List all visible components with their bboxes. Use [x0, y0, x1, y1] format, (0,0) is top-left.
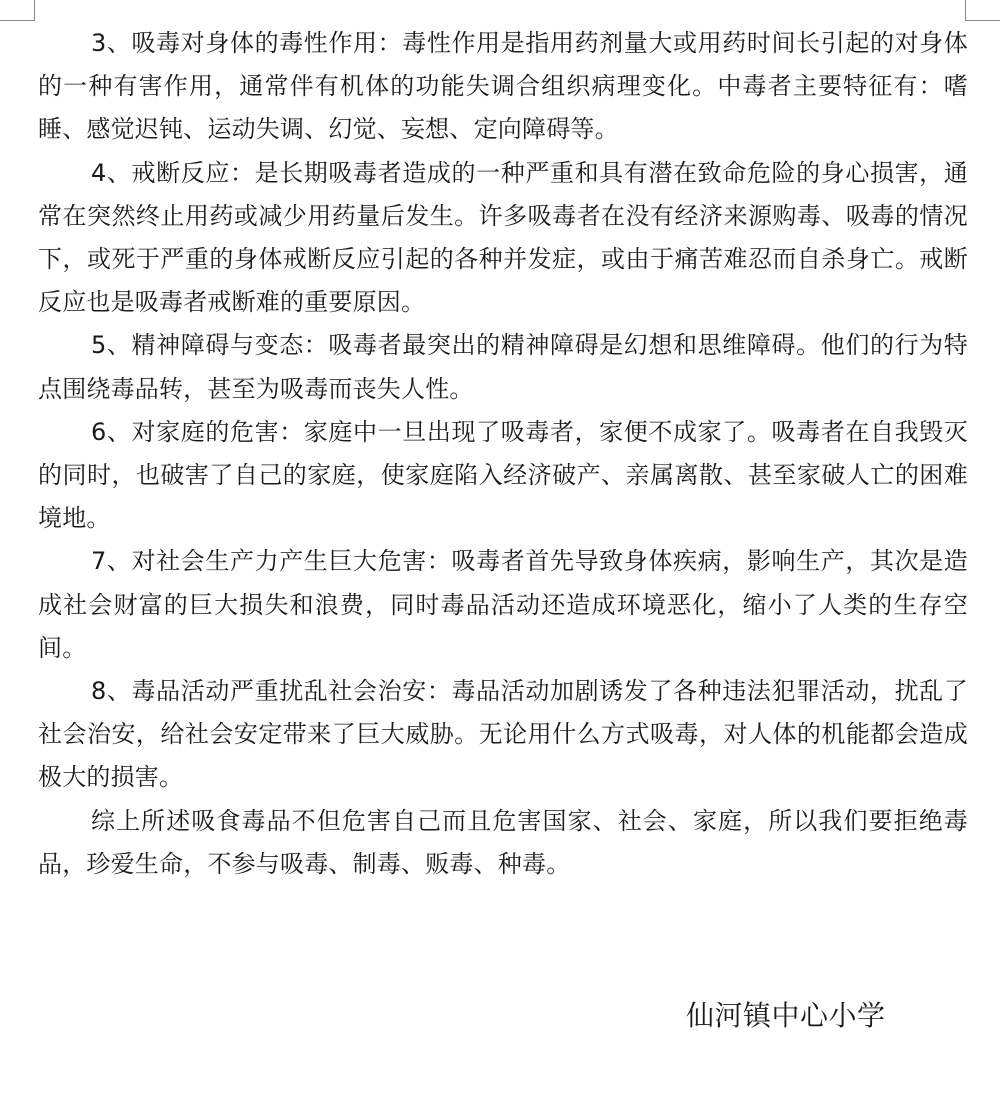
paragraph-toxic-effects: 3、吸毒对身体的毒性作用：毒性作用是指用药剂量大或用药时间长引起的对身体的一种有害作用，通常伴有机体的功能失调合组织病理变化。中毒者主要特征有：嗜睡、感觉迟钝、运动失调、幻觉、妄想、定向障碍等。: [38, 29, 968, 144]
paragraph-mental-disorder: 5、精神障碍与变态：吸毒者最突出的精神障碍是幻想和思维障碍。他们的行为特点围绕毒品转，甚至为吸毒而丧失人性。: [38, 331, 968, 403]
page-corner-mark-top-left: [0, 0, 35, 21]
page-corner-mark-top-right: [965, 0, 1000, 21]
document-body: [38, 22, 968, 886]
paragraph-withdrawal-reaction: 4、戒断反应：是长期吸毒者造成的一种严重和具有潜在致命危险的身心损害，通常在突然终止用药或减少用药量后发生。许多吸毒者在没有经济来源购毒、吸毒的情况下，或死于严重的身体戒断反应引起的各种并发症，或由于痛苦难忍而自杀身亡。戒断反应也是吸毒者戒断难的重要原因。: [38, 158, 968, 317]
paragraph-family-harm: 6、对家庭的危害：家庭中一旦出现了吸毒者，家便不成家了。吸毒者在自我毁灭的同时，也破害了自己的家庭，使家庭陷入经济破产、亲属离散、甚至家破人亡的困难境地。: [38, 417, 968, 533]
paragraph-conclusion: 综上所述吸食毒品不但危害自己而且危害国家、社会、家庭，所以我们要拒绝毒品，珍爱生命，不参与吸毒、制毒、贩毒、种毒。: [38, 806, 968, 878]
paragraph-productivity-harm: 7、对社会生产力产生巨大危害：吸毒者首先导致身体疾病，影响生产，其次是造成社会财富的巨大损失和浪费，同时毒品活动还造成环境恶化，缩小了人类的生存空间。: [38, 547, 968, 662]
signature-school-name: 仙河镇中心小学: [686, 999, 886, 1032]
paragraph-social-order: 8、毒品活动严重扰乱社会治安：毒品活动加剧诱发了各种违法犯罪活动，扰乱了社会治安，给社会安定带来了巨大威胁。无论用什么方式吸毒，对人体的机能都会造成极大的损害。: [38, 677, 968, 792]
